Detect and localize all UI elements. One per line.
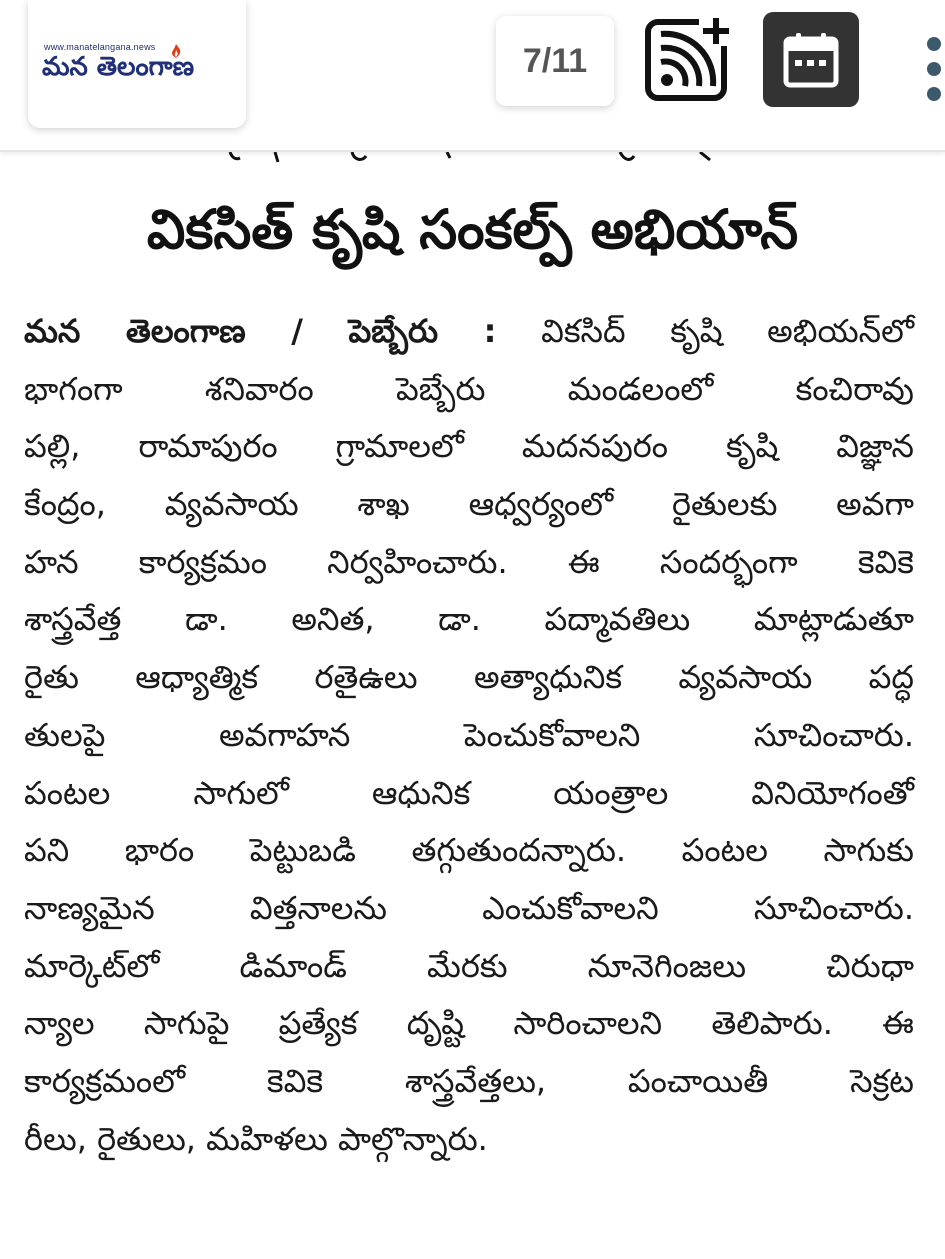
article-line: కేంద్రం, వ్యవసాయ శాఖ ఆధ్వర్యంలో రైతులకు అవగా bbox=[24, 485, 914, 524]
newspaper-logo[interactable] bbox=[28, 0, 246, 128]
article-line: పని భారం పెట్టుబడి తగ్గుతుందన్నారు. పంటల సాగుకు bbox=[24, 831, 914, 870]
article-line: పంటల సాగులో ఆధునిక యంత్రాల వినియోగంతో bbox=[24, 773, 914, 812]
article-line: శాస్త్రవేత్త డా. అనిత, డా. పద్మావతిలు మాట్లాడుతూ bbox=[24, 600, 914, 639]
calendar-button[interactable] bbox=[763, 12, 859, 107]
article-line: కార్యక్రమంలో కెవికె శాస్త్రవేత్తలు, పంచాయితీ సెక్రట bbox=[24, 1061, 914, 1100]
article-body bbox=[24, 303, 914, 1168]
page-indicator[interactable]: 7/11 bbox=[496, 16, 614, 106]
article-line bbox=[24, 303, 914, 361]
more-vertical-icon[interactable] bbox=[912, 36, 945, 106]
article-line: నాణ్యమైన విత్తనాలను ఎంచుకోవాలని సూచించారు. bbox=[24, 888, 914, 927]
article-line: హన కార్యక్రమం నిర్వహించారు. ఈ సందర్భంగా కెవికె bbox=[24, 542, 914, 581]
article-line: భాగంగా శనివారం పెబ్బేరు మండలంలో కంచిరావు bbox=[24, 369, 914, 408]
logo-url: www.manatelangana.news bbox=[44, 42, 156, 52]
cropped-text-remnant bbox=[0, 152, 945, 166]
rss-feed-add-icon[interactable] bbox=[645, 16, 733, 102]
article-dateline: మన తెలంగాణ / పెబ్బేరు : bbox=[24, 312, 497, 350]
article-line: రీలు, రైతులు, మహిళలు పాల్గొన్నారు. bbox=[24, 1119, 488, 1158]
article-headline: వికసిత్ కృషి సంకల్ప్ అభియాన్ bbox=[146, 198, 799, 261]
logo-name: మన తెలంగాణ bbox=[42, 52, 195, 82]
article-line: రైతు ఆధ్యాత్మిక రతైఉలు అత్యాధునిక వ్యవసాయ పద్ధ bbox=[24, 658, 914, 697]
article-line: మార్కెట్‌లో డిమాండ్ మేరకు నూనెగింజలు చిరుధా bbox=[24, 946, 914, 985]
article-line: న్యాల సాగుపై ప్రత్యేక దృష్టి సారించాలని తెలిపారు. ఈ bbox=[24, 1004, 914, 1043]
app-top-bar bbox=[0, 0, 945, 152]
article-line: పల్లి, రామాపురం గ్రామాలలో మదనపురం కృషి విజ్ఞాన bbox=[24, 427, 914, 466]
article-line-text: వికసిద్ కృషి అభియన్‌లో bbox=[541, 312, 914, 350]
article-line: తులపై అవగాహన పెంచుకోవాలని సూచించారు. bbox=[24, 715, 914, 754]
calendar-icon bbox=[782, 31, 840, 89]
